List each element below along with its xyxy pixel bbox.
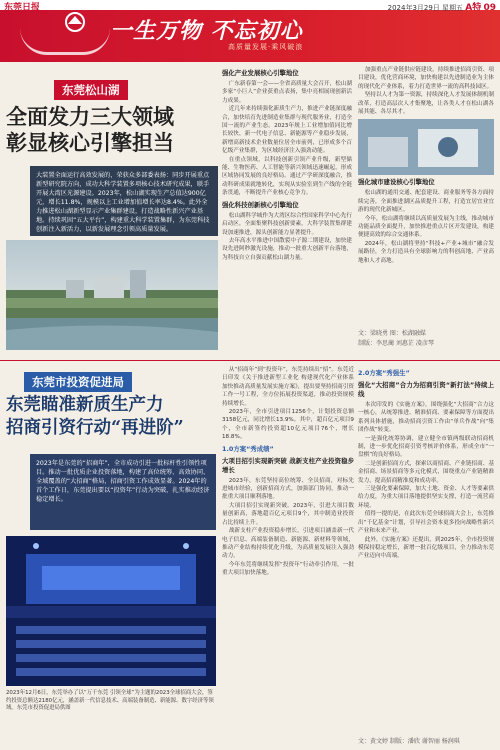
para: 此外，《实施方案》还提出，到2025年，全市投资规模保持稳定增长，新增一批百亿级项目，全力推动东莞产业迈向中高端。 [358,536,494,560]
masthead-mark: 东莞日报 [4,3,41,13]
subhead-1-0-sub: 大项目招引实现新突破 战新支柱产业投资稳步增长 [222,456,354,474]
para: 一是强化统筹协调，建立健全市镇两级联动招商机制，进一步优化招商引资考核评价体系，形成全市“一盘棋”的良好格局。 [358,435,494,459]
para: 2024年，松山湖将坚持“科技+产业+城市”融合发展路径，全力打造具有全球影响力的科创高地、产业高地和人才高地。 [358,240,494,264]
section-tag-songshan: 东莞松山湖 [54,80,128,100]
header-swirl [20,28,110,55]
subhead-industry: 强化产业发展核心引擎地位 [222,69,299,77]
para: 今年东莞将继续发挥“投资年”行动牵引作用，一批重大项目加快落地。 [222,561,354,577]
photo-caption-2: 2023年12月6日，东莞举办了以“万千东莞 引领全球”为主题的2023全球招商大会，签约投资总额达2180亿元，涵盖新一代信息技术、高端装备制造、新能源、数字经济等领域。东莞市投资促进局供图 [6,690,214,712]
lead-2: 2023年是东莞的“招商年”，全市成功引进一批标杆性引领性项目。推动一批优质企业投资落地，构建了高位统筹、高效协同、全域覆盖的“大招商”格局，招商引资工作成效显著。2024年的首个工作日，东莞提出要以“投资年”行动为突破，扎实推动经济稳定增长。 [30,454,216,530]
para: 值得一提的是，在此次东莞全球招商大会上，东莞推出“千亿基金”计划，引导社会资本更多投向战略性新兴产业和未来产业。 [358,511,494,535]
para: 2023年，东莞坚持高位统筹、全员招商，对标先进城市经验，创新招商方式，加强部门协同，推动一批重大项目顺利落地。 [222,477,354,501]
credit-1b: 制版：李思蔺 刘惠芷 凌彦琴 [358,340,434,347]
credit-1a: 文：梁晓勇 图：松湖融媒 [358,330,426,337]
para: 二是创新招商方式，探索以商招商、产业链招商、基金招商、场景招商等多元化模式，围绕重点产业链精准发力，提高招商精准度和成功率。 [358,460,494,484]
story2-column-a [222,366,354,744]
para: 三是强化要素保障，加大土地、资金、人才等要素供给力度，为重大项目落地提供坚实支撑，打造一流营商环境。 [358,486,494,509]
subhead-city: 强化城市建设核心引擎地位 [358,178,435,187]
header-subtitle: 高质量发展·乘风破浪 [228,43,304,51]
story1-column-2 [358,66,494,316]
para: 在重点领域，以科技创新引领产业升级，新型储能、生物医药、人工智能等新兴领域迅速崛起，形成区域协同发展的良好格局。通过产学研深度融合，推动科研成果就地转化，实现从实验室到生产线的全链条贯通，不断提升产业核心竞争力。 [222,156,352,197]
subhead-2-0-sub: 强化“大招商”合力为招商引资“新打法”持续上线 [358,381,494,398]
para: 大项目招引实现新突破。2023年，引进大项目数量创新高，落地超百亿元项目9个，其中制造业投资占比持续上升。 [222,502,354,526]
headline-1 [6,104,174,156]
para: 松山湖的通用交通、配套建设、商业服务等各方面持续完善，全面推进湖区品质提升工程，打造宜居宜业宜游的现代化新城区。 [358,190,494,214]
story2-column-b [358,366,494,730]
photo-lab [358,119,494,175]
para: 战新支柱产业投资稳步增长，引进项目涵盖新一代电子信息、高端装备制造、新能源、新材料等领域，推动产业结构持续优化升级，为高质量发展注入强劲动力。 [222,528,354,560]
para: 去年高水平推进中国散裂中子源二期建设，加快建设先进阿秒激光设施，推动一批重大创新平台落地，为科技自立自强贡献松山湖力量。 [222,237,352,261]
para: 广东新春第一会——全省高质量大会召开，松山湖多家“小巨人”企业获重点表扬，集中亮相展现创新活力成果。 [222,81,352,104]
photo-investment-conference [6,536,216,686]
para: 本次印发的《实施方案》，围绕强化“大招商”合力这一核心，从统筹推进、精准招商、要素保障等方面提出系列具体措施，推动招商引资工作由“单兵作战”向“集团作战”转变。 [358,402,494,434]
para: 加强重点产业链供应链建设，持续推进招商引资、项目建设，优化营商环境，加快构建以先进制造业为主体的现代化产业体系，着力打造世界一流的高科技园区。 [358,67,494,90]
credit-2: 文：黄文婷 制版：潘欣 谢智丽 杨润琪 [358,738,460,745]
subhead-1-0: 1.0方案“秀成绩” [222,444,274,453]
headline-2-line-1: 东莞瞄准新质生产力 [6,395,164,415]
headline-1-line-2: 彰显核心引擎担当 [6,130,174,155]
story1-column-1 [222,66,352,356]
subhead-tech: 强化科技创新核心引擎地位 [222,200,299,209]
page-header [0,0,500,62]
para: 坚持以人才为第一资源，持续深化人才发展体制机制改革，打造高层次人才集聚地，让各类人才在松山湖各展其能、各尽其才。 [358,92,494,116]
subhead-2-0: 2.0方案“秀强生” [358,369,410,377]
section-divider [0,360,500,361]
headline-1-line-1: 全面发力三大领域 [6,104,174,129]
header-slogan: 一生万物 不忘初心 [110,18,303,44]
headline-2 [6,394,184,440]
para: 2023年，全市引进项目1256个，计划投资总额3158亿元，同比增长13.9%。其中，超百亿元项目9个，全市新签约投资超10亿元项目76个，增长18.8%。 [222,409,354,441]
page-number: 09 [483,3,496,13]
section-tag-investment: 东莞市投资促进局 [24,372,132,392]
dateline [388,0,496,13]
lead-1: 大装置全面运行高效发展的，荣获众多部委表扬：同步开展重点新型研究院方向，成功大科学装置多项核心技术研究成果，联手开展大湾区光源建设。2023年，松山湖实现生产总值达900亿元，增长11.8%，规模以上工业增加值增长率达8.4%。此外全力推进松山湖新型显示产业集群建设，打造战略性新兴产业基地。持续巩固“五大平台”，构建重大科学装置集群，为东莞科技创新注入新活力，以新发展理念引领高质量发展。 [30,166,218,236]
photo-songshan-lake [6,240,218,350]
para: 今年，松山湖将继续以高质量发展为主线，推动城市功能品质全面提升，加快推进重点片区开发建设，构建便捷高效的综合交通体系。 [358,215,494,239]
page-label: A特 [465,3,482,13]
para: 从“招商年”到“投资年”，东莞持续出“招”。东莞近日印发《关于推进新型工业化 构建现代化产业体系 加快推动高质量发展实施方案》，提出要坚持招商引资工作一号工程，全方位拓展投资渠道，推动投资规模持续增长。 [222,367,354,407]
para: 近几年来持续强化新质生产力，推进产业链深度融合，加快培育先进制造业集群与现代服务业，打造全国一流的产业生态。2023年规上工业增加值同比增长较快，新一代电子信息、新能源等产业稳步发展，新增高新技术企业数量位居全市前列，已形成多个百亿级产业集群，为区域经济注入强劲动能。 [222,106,352,155]
para: 松山湖科学城作为大湾区综合性国家科学中心先行启动区，全面集聚科技创新要素，大科学装置集群建设加速推进，源头创新能力显著提升。 [222,212,352,236]
headline-2-line-2: 招商引资行动“再进阶” [6,418,184,438]
header-date: 2024年3月29日 星期五 [387,4,464,12]
